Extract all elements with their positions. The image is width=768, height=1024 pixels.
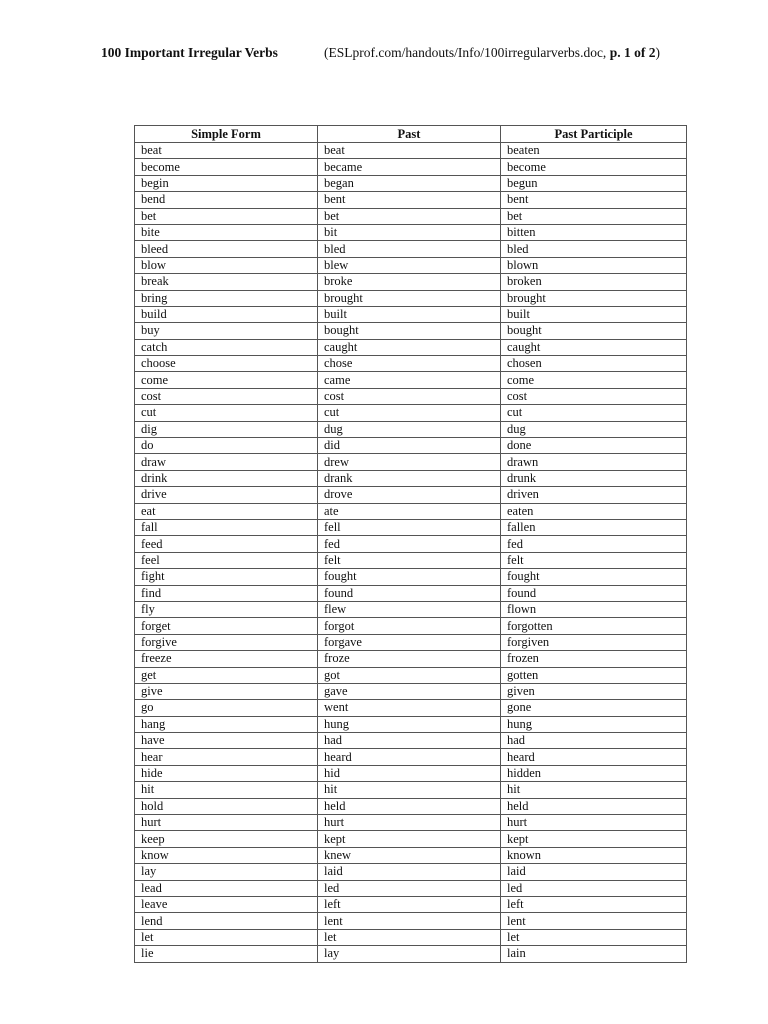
cell-past-participle: beaten bbox=[501, 143, 687, 159]
cell-past-participle: fallen bbox=[501, 519, 687, 535]
cell-past: had bbox=[318, 733, 501, 749]
table-row bbox=[135, 618, 687, 634]
table-row bbox=[135, 815, 687, 831]
cell-past-participle: bought bbox=[501, 323, 687, 339]
cell-simple-form: hang bbox=[135, 716, 318, 732]
table-row bbox=[135, 438, 687, 454]
table-row bbox=[135, 749, 687, 765]
cell-past: brought bbox=[318, 290, 501, 306]
cell-simple-form: lead bbox=[135, 880, 318, 896]
cell-past-participle: fought bbox=[501, 569, 687, 585]
table-row bbox=[135, 831, 687, 847]
cell-past-participle: laid bbox=[501, 864, 687, 880]
cell-past-participle: cost bbox=[501, 388, 687, 404]
cell-past-participle: kept bbox=[501, 831, 687, 847]
cell-simple-form: bleed bbox=[135, 241, 318, 257]
cell-simple-form: fight bbox=[135, 569, 318, 585]
cell-past: found bbox=[318, 585, 501, 601]
cell-past: came bbox=[318, 372, 501, 388]
cell-simple-form: do bbox=[135, 438, 318, 454]
cell-past: chose bbox=[318, 356, 501, 372]
table-row bbox=[135, 569, 687, 585]
cell-past: bought bbox=[318, 323, 501, 339]
cell-past-participle: broken bbox=[501, 274, 687, 290]
cell-simple-form: hide bbox=[135, 765, 318, 781]
table-row bbox=[135, 192, 687, 208]
cell-simple-form: drive bbox=[135, 487, 318, 503]
table-row bbox=[135, 519, 687, 535]
cell-past-participle: given bbox=[501, 683, 687, 699]
cell-past-participle: brought bbox=[501, 290, 687, 306]
cell-simple-form: cost bbox=[135, 388, 318, 404]
cell-past-participle: lain bbox=[501, 946, 687, 962]
cell-past-participle: blown bbox=[501, 257, 687, 273]
cell-past-participle: drunk bbox=[501, 470, 687, 486]
table-row bbox=[135, 421, 687, 437]
cell-past-participle: flown bbox=[501, 601, 687, 617]
cell-past: hurt bbox=[318, 815, 501, 831]
page-header bbox=[101, 45, 701, 65]
cell-past-participle: bitten bbox=[501, 224, 687, 240]
cell-past: lent bbox=[318, 913, 501, 929]
table-row bbox=[135, 782, 687, 798]
table-row bbox=[135, 683, 687, 699]
cell-past: cost bbox=[318, 388, 501, 404]
cell-simple-form: let bbox=[135, 929, 318, 945]
cell-past: felt bbox=[318, 552, 501, 568]
cell-simple-form: come bbox=[135, 372, 318, 388]
table-row bbox=[135, 880, 687, 896]
cell-past-participle: done bbox=[501, 438, 687, 454]
cell-simple-form: bet bbox=[135, 208, 318, 224]
source-path: ESLprof.com/handouts/Info/100irregularverbs.doc, bbox=[328, 45, 610, 60]
table-row bbox=[135, 864, 687, 880]
cell-past: left bbox=[318, 896, 501, 912]
cell-past: went bbox=[318, 700, 501, 716]
table-row bbox=[135, 143, 687, 159]
cell-simple-form: become bbox=[135, 159, 318, 175]
table-row bbox=[135, 667, 687, 683]
cell-past-participle: driven bbox=[501, 487, 687, 503]
table-row bbox=[135, 175, 687, 191]
cell-past: fed bbox=[318, 536, 501, 552]
cell-simple-form: eat bbox=[135, 503, 318, 519]
table-row bbox=[135, 323, 687, 339]
cell-simple-form: break bbox=[135, 274, 318, 290]
cell-past: heard bbox=[318, 749, 501, 765]
cell-past-participle: caught bbox=[501, 339, 687, 355]
table-row bbox=[135, 503, 687, 519]
table-row bbox=[135, 388, 687, 404]
cell-past-participle: become bbox=[501, 159, 687, 175]
column-header-past-participle: Past Participle bbox=[501, 126, 687, 143]
cell-simple-form: forgive bbox=[135, 634, 318, 650]
cell-simple-form: lay bbox=[135, 864, 318, 880]
table-body bbox=[135, 143, 687, 963]
cell-past: held bbox=[318, 798, 501, 814]
table-row bbox=[135, 700, 687, 716]
cell-past: hit bbox=[318, 782, 501, 798]
cell-past: caught bbox=[318, 339, 501, 355]
cell-past: beat bbox=[318, 143, 501, 159]
table-row bbox=[135, 847, 687, 863]
cell-past-participle: gone bbox=[501, 700, 687, 716]
cell-past-participle: hit bbox=[501, 782, 687, 798]
table-row bbox=[135, 765, 687, 781]
table-row bbox=[135, 454, 687, 470]
cell-simple-form: blow bbox=[135, 257, 318, 273]
table-row bbox=[135, 798, 687, 814]
table-row bbox=[135, 290, 687, 306]
cell-past-participle: forgotten bbox=[501, 618, 687, 634]
table-row bbox=[135, 372, 687, 388]
table-row bbox=[135, 487, 687, 503]
cell-simple-form: bend bbox=[135, 192, 318, 208]
cell-past-participle: bled bbox=[501, 241, 687, 257]
cell-past-participle: found bbox=[501, 585, 687, 601]
table-row bbox=[135, 159, 687, 175]
cell-past: knew bbox=[318, 847, 501, 863]
table-row bbox=[135, 601, 687, 617]
table-row bbox=[135, 896, 687, 912]
table-row bbox=[135, 208, 687, 224]
cell-past: cut bbox=[318, 405, 501, 421]
page-indicator: p. 1 of 2 bbox=[609, 45, 656, 60]
cell-past-participle: led bbox=[501, 880, 687, 896]
table-row bbox=[135, 946, 687, 962]
table-row bbox=[135, 306, 687, 322]
cell-simple-form: go bbox=[135, 700, 318, 716]
cell-past-participle: cut bbox=[501, 405, 687, 421]
cell-past-participle: begun bbox=[501, 175, 687, 191]
cell-past-participle: frozen bbox=[501, 651, 687, 667]
cell-past: bled bbox=[318, 241, 501, 257]
cell-past: dug bbox=[318, 421, 501, 437]
cell-past-participle: forgiven bbox=[501, 634, 687, 650]
table-row bbox=[135, 585, 687, 601]
cell-simple-form: cut bbox=[135, 405, 318, 421]
cell-past: built bbox=[318, 306, 501, 322]
cell-past-participle: eaten bbox=[501, 503, 687, 519]
cell-past: let bbox=[318, 929, 501, 945]
table-row bbox=[135, 241, 687, 257]
cell-past: bet bbox=[318, 208, 501, 224]
document-title: 100 Important Irregular Verbs bbox=[101, 45, 278, 60]
cell-simple-form: hurt bbox=[135, 815, 318, 831]
cell-past-participle: known bbox=[501, 847, 687, 863]
cell-simple-form: know bbox=[135, 847, 318, 863]
cell-past: began bbox=[318, 175, 501, 191]
cell-past: lay bbox=[318, 946, 501, 962]
cell-simple-form: drink bbox=[135, 470, 318, 486]
cell-past: forgave bbox=[318, 634, 501, 650]
cell-simple-form: give bbox=[135, 683, 318, 699]
cell-past-participle: hidden bbox=[501, 765, 687, 781]
table-row bbox=[135, 651, 687, 667]
cell-past-participle: dug bbox=[501, 421, 687, 437]
table-row bbox=[135, 716, 687, 732]
cell-past: forgot bbox=[318, 618, 501, 634]
table-row bbox=[135, 552, 687, 568]
table-row bbox=[135, 356, 687, 372]
irregular-verbs-table bbox=[134, 125, 687, 963]
table-row bbox=[135, 634, 687, 650]
cell-past: laid bbox=[318, 864, 501, 880]
cell-past-participle: gotten bbox=[501, 667, 687, 683]
table-row bbox=[135, 274, 687, 290]
source-close-paren: ) bbox=[655, 45, 660, 60]
cell-simple-form: buy bbox=[135, 323, 318, 339]
cell-past-participle: bent bbox=[501, 192, 687, 208]
column-header-simple-form: Simple Form bbox=[135, 126, 318, 143]
table-row bbox=[135, 733, 687, 749]
table-row bbox=[135, 405, 687, 421]
cell-simple-form: feel bbox=[135, 552, 318, 568]
source-open-paren: ( bbox=[324, 45, 329, 60]
cell-simple-form: build bbox=[135, 306, 318, 322]
cell-simple-form: hear bbox=[135, 749, 318, 765]
cell-simple-form: forget bbox=[135, 618, 318, 634]
cell-past-participle: hurt bbox=[501, 815, 687, 831]
cell-past: ate bbox=[318, 503, 501, 519]
cell-past-participle: left bbox=[501, 896, 687, 912]
cell-simple-form: keep bbox=[135, 831, 318, 847]
table-row bbox=[135, 257, 687, 273]
cell-past: flew bbox=[318, 601, 501, 617]
table-row bbox=[135, 913, 687, 929]
cell-past: led bbox=[318, 880, 501, 896]
cell-past-participle: held bbox=[501, 798, 687, 814]
table-header-row bbox=[135, 126, 687, 143]
cell-past: broke bbox=[318, 274, 501, 290]
table-row bbox=[135, 224, 687, 240]
cell-past: hid bbox=[318, 765, 501, 781]
cell-simple-form: catch bbox=[135, 339, 318, 355]
cell-past-participle: let bbox=[501, 929, 687, 945]
cell-simple-form: bring bbox=[135, 290, 318, 306]
cell-past: got bbox=[318, 667, 501, 683]
cell-past: drove bbox=[318, 487, 501, 503]
cell-past-participle: felt bbox=[501, 552, 687, 568]
cell-simple-form: get bbox=[135, 667, 318, 683]
cell-simple-form: lend bbox=[135, 913, 318, 929]
table-row bbox=[135, 339, 687, 355]
source-reference bbox=[324, 45, 660, 61]
cell-past: did bbox=[318, 438, 501, 454]
cell-past: bent bbox=[318, 192, 501, 208]
cell-simple-form: dig bbox=[135, 421, 318, 437]
column-header-past: Past bbox=[318, 126, 501, 143]
cell-simple-form: hit bbox=[135, 782, 318, 798]
cell-simple-form: freeze bbox=[135, 651, 318, 667]
cell-past: gave bbox=[318, 683, 501, 699]
cell-simple-form: leave bbox=[135, 896, 318, 912]
cell-past: bit bbox=[318, 224, 501, 240]
cell-past-participle: hung bbox=[501, 716, 687, 732]
cell-past: fell bbox=[318, 519, 501, 535]
table-row bbox=[135, 536, 687, 552]
cell-past: hung bbox=[318, 716, 501, 732]
cell-past-participle: chosen bbox=[501, 356, 687, 372]
cell-simple-form: hold bbox=[135, 798, 318, 814]
cell-past-participle: fed bbox=[501, 536, 687, 552]
cell-simple-form: lie bbox=[135, 946, 318, 962]
table-row bbox=[135, 929, 687, 945]
cell-simple-form: draw bbox=[135, 454, 318, 470]
cell-past: fought bbox=[318, 569, 501, 585]
cell-past: blew bbox=[318, 257, 501, 273]
cell-past: became bbox=[318, 159, 501, 175]
cell-past: drew bbox=[318, 454, 501, 470]
cell-past: kept bbox=[318, 831, 501, 847]
cell-past-participle: drawn bbox=[501, 454, 687, 470]
cell-past-participle: come bbox=[501, 372, 687, 388]
cell-past-participle: built bbox=[501, 306, 687, 322]
cell-past-participle: lent bbox=[501, 913, 687, 929]
cell-simple-form: fly bbox=[135, 601, 318, 617]
cell-past-participle: bet bbox=[501, 208, 687, 224]
cell-past-participle: had bbox=[501, 733, 687, 749]
cell-past-participle: heard bbox=[501, 749, 687, 765]
cell-simple-form: begin bbox=[135, 175, 318, 191]
cell-simple-form: beat bbox=[135, 143, 318, 159]
cell-simple-form: fall bbox=[135, 519, 318, 535]
cell-simple-form: choose bbox=[135, 356, 318, 372]
table-row bbox=[135, 470, 687, 486]
cell-simple-form: bite bbox=[135, 224, 318, 240]
cell-past: drank bbox=[318, 470, 501, 486]
cell-simple-form: have bbox=[135, 733, 318, 749]
cell-past: froze bbox=[318, 651, 501, 667]
cell-simple-form: feed bbox=[135, 536, 318, 552]
cell-simple-form: find bbox=[135, 585, 318, 601]
